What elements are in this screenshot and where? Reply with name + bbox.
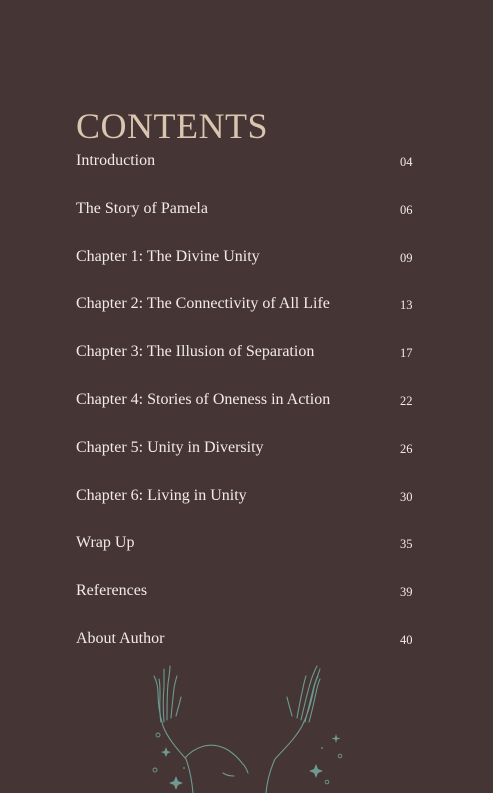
toc-item-page-number: 39 bbox=[400, 585, 413, 600]
toc-item-page-number: 26 bbox=[400, 441, 413, 456]
table-of-contents bbox=[76, 148, 421, 674]
toc-item-introduction[interactable] bbox=[76, 148, 421, 196]
toc-item-label: The Story of Pamela bbox=[76, 199, 208, 217]
toc-item-page-number: 09 bbox=[400, 250, 413, 265]
toc-item-label: About Author bbox=[76, 629, 165, 647]
toc-item-label: Chapter 3: The Illusion of Separation bbox=[76, 343, 315, 361]
page-title: CONTENTS bbox=[76, 106, 268, 147]
toc-item-chapter-1[interactable] bbox=[76, 244, 421, 292]
toc-item-page-number: 40 bbox=[400, 632, 413, 647]
toc-item-label: Chapter 1: The Divine Unity bbox=[76, 247, 260, 265]
toc-item-label: References bbox=[76, 582, 148, 600]
toc-item-chapter-6[interactable] bbox=[76, 483, 421, 531]
toc-item-page-number: 35 bbox=[400, 537, 413, 552]
open-hands-icon bbox=[0, 660, 493, 793]
toc-item-chapter-2[interactable] bbox=[76, 291, 421, 339]
toc-item-references[interactable] bbox=[76, 578, 421, 626]
toc-item-label: Chapter 4: Stories of Oneness in Action bbox=[76, 390, 331, 408]
toc-item-chapter-5[interactable] bbox=[76, 435, 421, 483]
toc-item-page-number: 30 bbox=[400, 489, 413, 504]
toc-item-chapter-4[interactable] bbox=[76, 387, 421, 435]
toc-item-label: Introduction bbox=[76, 152, 156, 169]
toc-item-page-number: 13 bbox=[400, 298, 413, 313]
toc-item-page-number: 06 bbox=[400, 202, 413, 217]
toc-item-page-number: 17 bbox=[400, 346, 413, 361]
toc-item-wrap-up[interactable] bbox=[76, 530, 421, 578]
toc-item-label: Wrap Up bbox=[76, 534, 135, 552]
toc-item-chapter-3[interactable] bbox=[76, 339, 421, 387]
toc-item-story-of-pamela[interactable] bbox=[76, 196, 421, 244]
toc-item-label: Chapter 2: The Connectivity of All Life bbox=[76, 295, 330, 313]
toc-item-page-number: 22 bbox=[400, 393, 413, 408]
toc-item-page-number: 04 bbox=[400, 155, 413, 169]
toc-item-label: Chapter 5: Unity in Diversity bbox=[76, 438, 264, 456]
toc-item-label: Chapter 6: Living in Unity bbox=[76, 486, 247, 504]
